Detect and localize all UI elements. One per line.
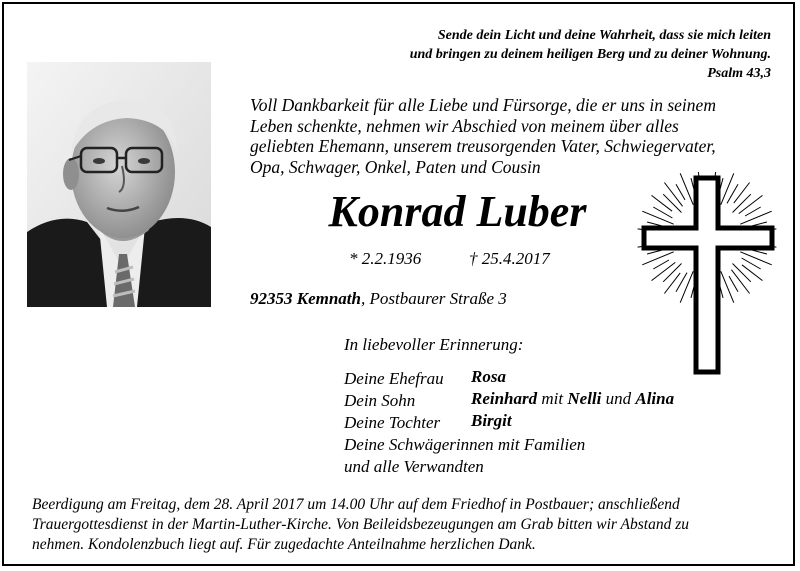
ray-line — [733, 264, 751, 282]
relation-label: Deine Tochter — [344, 413, 441, 432]
ray-line — [663, 194, 681, 212]
ray-line — [642, 252, 673, 265]
ray-line — [680, 271, 693, 302]
deceased-name: Konrad Luber — [328, 187, 587, 236]
ray-line — [664, 273, 680, 294]
ray-line — [676, 184, 685, 200]
ray-line — [745, 207, 761, 216]
death-date: † 25.4.2017 — [469, 249, 550, 268]
son-names — [471, 388, 674, 410]
son-partner-name: Nelli — [567, 389, 602, 408]
ray-line — [653, 260, 669, 269]
psalm-quote — [410, 26, 771, 83]
intro-text — [250, 95, 770, 177]
ray-line — [734, 183, 750, 204]
funeral-line: Trauergottesdienst in der Martin-Luther-Kirche. Von Beileidsbezeugungen am Grab bitten wir Abstand zu — [32, 516, 689, 533]
psalm-line: und bringen zu deinem heiligen Berg und zu deiner Wohnung. — [409, 47, 771, 62]
daughter-name: Birgit — [471, 411, 512, 430]
ray-line — [742, 265, 763, 281]
ray-line — [740, 252, 771, 265]
connector: mit — [537, 389, 568, 408]
ray-line — [652, 262, 676, 280]
funeral-line: nehmen. Kondolenzbuch liegt auf. Für zugedachte Anteilnahme herzlichen Dank. — [32, 536, 536, 553]
portrait-photo — [27, 62, 211, 307]
grandchild-name: Alina — [635, 389, 675, 408]
cross-icon — [636, 172, 784, 384]
psalm-line: Sende dein Licht und deine Wahrheit, dass sie mich leiten — [437, 28, 771, 43]
funeral-info — [32, 495, 777, 555]
sisters-in-law-line: Deine Schwägerinnen mit Familien — [344, 435, 586, 454]
ray-line — [729, 276, 738, 292]
ray-line — [721, 271, 734, 302]
intro-line: geliebten Ehemann, unserem treusorgenden Vater, Schwiegervater, — [250, 136, 716, 156]
ray-line — [652, 195, 673, 211]
ray-line — [664, 183, 682, 207]
wife-name: Rosa — [471, 367, 506, 386]
postal-city: 92353 Kemnath — [250, 289, 361, 308]
street: , Postbaurer Straße 3 — [361, 289, 507, 308]
relation-label: Deine Ehefrau — [344, 369, 444, 388]
obituary-notice — [2, 2, 795, 566]
ray-line — [733, 194, 751, 212]
ray-line — [721, 173, 734, 204]
address — [250, 288, 507, 310]
intro-line: Leben schenkte, nehmen wir Abschied von meinem über alles — [250, 115, 679, 136]
ray-line — [642, 211, 673, 224]
memory-line: In liebevoller Erinnerung: — [344, 335, 524, 354]
relatives-line: und alle Verwandten — [344, 457, 484, 476]
relation-label: Dein Sohn — [344, 391, 416, 410]
intro-line: Opa, Schwager, Onkel, Paten und Cousin — [250, 156, 541, 177]
birth-date: * 2.2.1936 — [349, 249, 422, 268]
ray-line — [680, 173, 693, 204]
ray-line — [663, 264, 681, 282]
ray-line — [739, 195, 763, 213]
funeral-line: Beerdigung am Freitag, dem 28. April 2017 um 14.00 Uhr auf dem Friedhof in Postbauer; anschließend — [32, 496, 680, 513]
psalm-reference: Psalm 43,3 — [707, 66, 771, 81]
ray-line — [731, 270, 749, 294]
ray-line — [740, 211, 771, 224]
connector: und — [601, 389, 636, 408]
son-name: Reinhard — [471, 389, 538, 408]
intro-line: Voll Dankbarkeit für alle Liebe und Fürsorge, die er uns in seinem — [250, 95, 716, 115]
